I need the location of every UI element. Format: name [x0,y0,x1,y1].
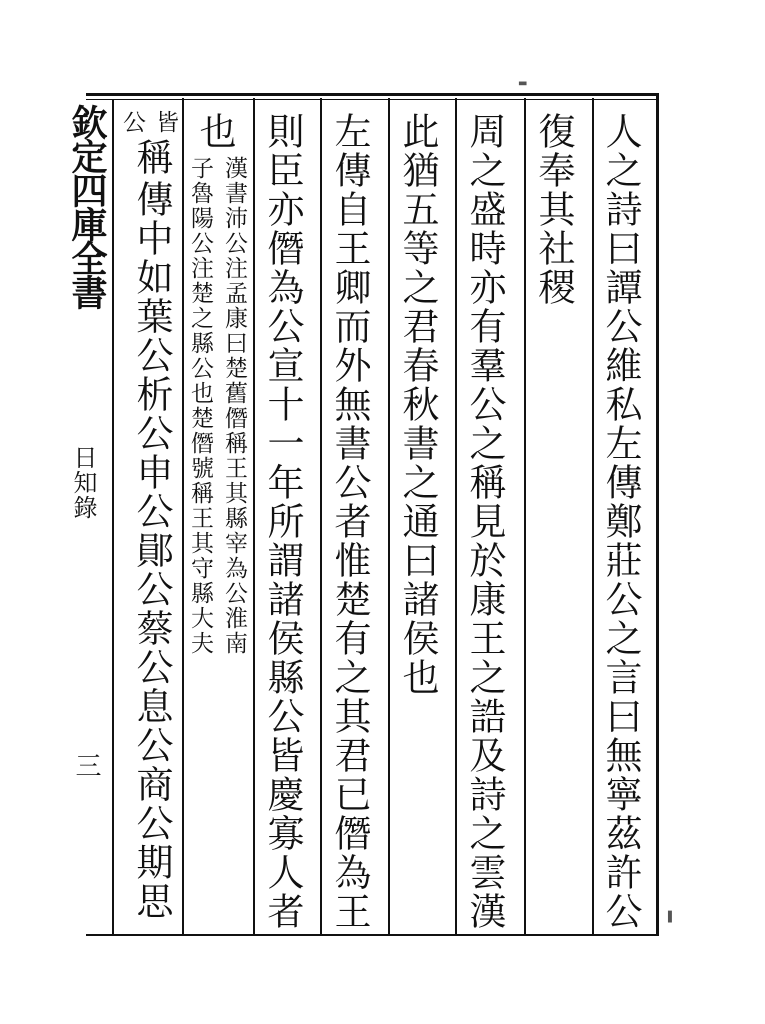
text-column-4: 此猶五等之君春秋書之通曰諸侯也 [396,112,439,697]
column-divider [524,98,526,936]
text-column-7-main: 也 [193,112,236,151]
page-number: 三 [71,752,101,778]
text-column-3: 周之盛時亦有羣公之稱見於康王之誥及詩之雲漢 [463,112,506,931]
column-divider [253,98,255,936]
top-border-inner [86,99,658,100]
scan-speck: ▌ [668,912,676,923]
annotation-column-8a: 皆 [152,110,178,135]
annotation-column-7a: 漢書沛公注孟康曰楚舊僭稱王其縣宰為公淮南 [221,156,247,656]
text-column-1: 人之詩曰譚公維私左傳鄭莊公之言曰無寧茲許公 [599,112,642,931]
right-border [656,93,659,936]
column-divider [455,98,457,936]
text-column-6: 則臣亦僭為公宣十一年所謂諸侯縣公皆慶寡人者 [261,112,304,931]
column-divider [320,98,322,936]
annotation-column-7b: 子魯陽公注楚之縣公也楚僭號稱王其守縣大夫 [187,156,213,656]
column-divider [388,98,390,936]
book-title: 日知錄 [69,445,97,520]
column-divider [182,98,184,936]
annotation-column-8b: 公 [119,110,145,135]
text-column-9: 傳中如葉公析公申公鄖公蔡公息公商公期思 [130,180,173,921]
column-divider [592,98,594,936]
scan-speck: ▬ [518,78,528,89]
top-border-outer [86,93,658,96]
text-column-2: 復奉其社稷 [532,112,575,307]
collection-title: 欽定四庫全書 [66,104,108,308]
text-column-5: 左傳自王卿而外無書公者惟楚有之其君已僭為王 [328,112,371,931]
bottom-border [86,934,658,936]
text-column-8-main: 稱 [130,138,173,177]
